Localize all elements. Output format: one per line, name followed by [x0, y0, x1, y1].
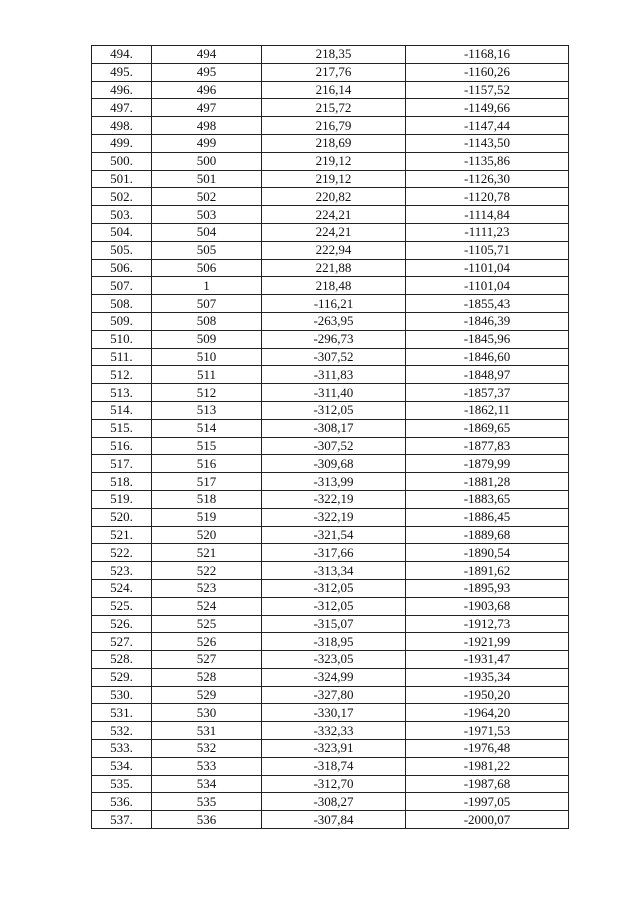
point-number-cell: 536: [152, 811, 262, 829]
row-index-cell: 529.: [92, 668, 152, 686]
point-number-cell: 505: [152, 241, 262, 259]
table-row: [92, 633, 569, 651]
point-number-cell: 500: [152, 152, 262, 170]
row-index-cell: 535.: [92, 775, 152, 793]
row-index-cell: 511.: [92, 348, 152, 366]
point-number-cell: 503: [152, 206, 262, 224]
point-number-cell: 521: [152, 544, 262, 562]
table-row: [92, 668, 569, 686]
y-value-cell: -1881,28: [406, 473, 569, 491]
table-row: [92, 330, 569, 348]
y-value-cell: -1862,11: [406, 401, 569, 419]
x-value-cell: 218,69: [262, 134, 406, 152]
y-value-cell: -1971,53: [406, 722, 569, 740]
row-index-cell: 514.: [92, 401, 152, 419]
row-index-cell: 519.: [92, 490, 152, 508]
x-value-cell: 215,72: [262, 99, 406, 117]
table-row: [92, 277, 569, 295]
point-number-cell: 514: [152, 419, 262, 437]
row-index-cell: 526.: [92, 615, 152, 633]
table-row: [92, 366, 569, 384]
x-value-cell: -321,54: [262, 526, 406, 544]
table-row: [92, 473, 569, 491]
table-row: [92, 188, 569, 206]
table-row: [92, 117, 569, 135]
table-row: [92, 597, 569, 615]
row-index-cell: 534.: [92, 757, 152, 775]
point-number-cell: 502: [152, 188, 262, 206]
x-value-cell: -308,27: [262, 793, 406, 811]
row-index-cell: 499.: [92, 134, 152, 152]
row-index-cell: 515.: [92, 419, 152, 437]
x-value-cell: -324,99: [262, 668, 406, 686]
x-value-cell: 224,21: [262, 223, 406, 241]
point-number-cell: 501: [152, 170, 262, 188]
row-index-cell: 505.: [92, 241, 152, 259]
x-value-cell: -332,33: [262, 722, 406, 740]
point-number-cell: 497: [152, 99, 262, 117]
row-index-cell: 537.: [92, 811, 152, 829]
point-number-cell: 527: [152, 651, 262, 669]
y-value-cell: -1135,86: [406, 152, 569, 170]
table-row: [92, 455, 569, 473]
x-value-cell: 218,35: [262, 46, 406, 64]
y-value-cell: -1879,99: [406, 455, 569, 473]
row-index-cell: 528.: [92, 651, 152, 669]
table-row: [92, 686, 569, 704]
table-row: [92, 259, 569, 277]
table-row: [92, 651, 569, 669]
y-value-cell: -1903,68: [406, 597, 569, 615]
point-number-cell: 511: [152, 366, 262, 384]
x-value-cell: 218,48: [262, 277, 406, 295]
x-value-cell: -309,68: [262, 455, 406, 473]
table-row: [92, 99, 569, 117]
x-value-cell: -312,05: [262, 597, 406, 615]
x-value-cell: -296,73: [262, 330, 406, 348]
x-value-cell: 219,12: [262, 152, 406, 170]
table-row: [92, 722, 569, 740]
point-number-cell: 516: [152, 455, 262, 473]
point-number-cell: 525: [152, 615, 262, 633]
point-number-cell: 534: [152, 775, 262, 793]
point-number-cell: 517: [152, 473, 262, 491]
y-value-cell: -1111,23: [406, 223, 569, 241]
x-value-cell: -307,52: [262, 348, 406, 366]
table-row: [92, 348, 569, 366]
table-row: [92, 419, 569, 437]
table-row: [92, 508, 569, 526]
table-row: [92, 81, 569, 99]
x-value-cell: -327,80: [262, 686, 406, 704]
table-row: [92, 223, 569, 241]
table-row: [92, 526, 569, 544]
table-row: [92, 704, 569, 722]
row-index-cell: 527.: [92, 633, 152, 651]
y-value-cell: -1935,34: [406, 668, 569, 686]
row-index-cell: 512.: [92, 366, 152, 384]
row-index-cell: 501.: [92, 170, 152, 188]
row-index-cell: 516.: [92, 437, 152, 455]
y-value-cell: -1950,20: [406, 686, 569, 704]
x-value-cell: 222,94: [262, 241, 406, 259]
y-value-cell: -1149,66: [406, 99, 569, 117]
row-index-cell: 521.: [92, 526, 152, 544]
y-value-cell: -1126,30: [406, 170, 569, 188]
row-index-cell: 503.: [92, 206, 152, 224]
table-row: [92, 46, 569, 64]
x-value-cell: 216,79: [262, 117, 406, 135]
y-value-cell: -1168,16: [406, 46, 569, 64]
row-index-cell: 507.: [92, 277, 152, 295]
point-number-cell: 495: [152, 63, 262, 81]
table-row: [92, 170, 569, 188]
point-number-cell: 523: [152, 579, 262, 597]
table-row: [92, 793, 569, 811]
point-number-cell: 494: [152, 46, 262, 64]
x-value-cell: -322,19: [262, 490, 406, 508]
x-value-cell: 219,12: [262, 170, 406, 188]
y-value-cell: -1857,37: [406, 384, 569, 402]
x-value-cell: -313,99: [262, 473, 406, 491]
y-value-cell: -1105,71: [406, 241, 569, 259]
x-value-cell: -318,74: [262, 757, 406, 775]
point-number-cell: 498: [152, 117, 262, 135]
y-value-cell: -1895,93: [406, 579, 569, 597]
point-number-cell: 528: [152, 668, 262, 686]
x-value-cell: -323,05: [262, 651, 406, 669]
x-value-cell: -308,17: [262, 419, 406, 437]
point-number-cell: 529: [152, 686, 262, 704]
x-value-cell: -330,17: [262, 704, 406, 722]
table-row: [92, 152, 569, 170]
point-number-cell: 520: [152, 526, 262, 544]
table-row: [92, 241, 569, 259]
y-value-cell: -1845,96: [406, 330, 569, 348]
y-value-cell: -1981,22: [406, 757, 569, 775]
point-number-cell: 535: [152, 793, 262, 811]
point-number-cell: 507: [152, 295, 262, 313]
table-row: [92, 579, 569, 597]
y-value-cell: -1160,26: [406, 63, 569, 81]
row-index-cell: 508.: [92, 295, 152, 313]
x-value-cell: -307,84: [262, 811, 406, 829]
y-value-cell: -1855,43: [406, 295, 569, 313]
point-number-cell: 506: [152, 259, 262, 277]
row-index-cell: 531.: [92, 704, 152, 722]
point-number-cell: 515: [152, 437, 262, 455]
point-number-cell: 519: [152, 508, 262, 526]
y-value-cell: -1912,73: [406, 615, 569, 633]
row-index-cell: 522.: [92, 544, 152, 562]
row-index-cell: 530.: [92, 686, 152, 704]
y-value-cell: -1877,83: [406, 437, 569, 455]
point-number-cell: 532: [152, 740, 262, 758]
table-row: [92, 615, 569, 633]
point-number-cell: 1: [152, 277, 262, 295]
x-value-cell: 220,82: [262, 188, 406, 206]
row-index-cell: 500.: [92, 152, 152, 170]
y-value-cell: -2000,07: [406, 811, 569, 829]
y-value-cell: -1157,52: [406, 81, 569, 99]
table-row: [92, 206, 569, 224]
y-value-cell: -1921,99: [406, 633, 569, 651]
table-row: [92, 437, 569, 455]
coordinate-table: [91, 45, 569, 829]
row-index-cell: 518.: [92, 473, 152, 491]
point-number-cell: 512: [152, 384, 262, 402]
point-number-cell: 513: [152, 401, 262, 419]
y-value-cell: -1886,45: [406, 508, 569, 526]
x-value-cell: -323,91: [262, 740, 406, 758]
x-value-cell: 224,21: [262, 206, 406, 224]
coordinate-table-body: [92, 46, 569, 829]
row-index-cell: 509.: [92, 312, 152, 330]
y-value-cell: -1976,48: [406, 740, 569, 758]
point-number-cell: 526: [152, 633, 262, 651]
x-value-cell: -311,40: [262, 384, 406, 402]
x-value-cell: -313,34: [262, 562, 406, 580]
table-row: [92, 811, 569, 829]
row-index-cell: 495.: [92, 63, 152, 81]
x-value-cell: -311,83: [262, 366, 406, 384]
point-number-cell: 504: [152, 223, 262, 241]
table-row: [92, 740, 569, 758]
x-value-cell: -312,05: [262, 401, 406, 419]
x-value-cell: 217,76: [262, 63, 406, 81]
x-value-cell: -263,95: [262, 312, 406, 330]
row-index-cell: 533.: [92, 740, 152, 758]
y-value-cell: -1143,50: [406, 134, 569, 152]
point-number-cell: 499: [152, 134, 262, 152]
x-value-cell: -312,70: [262, 775, 406, 793]
x-value-cell: -312,05: [262, 579, 406, 597]
point-number-cell: 533: [152, 757, 262, 775]
y-value-cell: -1889,68: [406, 526, 569, 544]
y-value-cell: -1931,47: [406, 651, 569, 669]
x-value-cell: -318,95: [262, 633, 406, 651]
y-value-cell: -1891,62: [406, 562, 569, 580]
table-row: [92, 384, 569, 402]
point-number-cell: 531: [152, 722, 262, 740]
table-row: [92, 544, 569, 562]
point-number-cell: 524: [152, 597, 262, 615]
row-index-cell: 523.: [92, 562, 152, 580]
row-index-cell: 496.: [92, 81, 152, 99]
table-row: [92, 295, 569, 313]
y-value-cell: -1101,04: [406, 259, 569, 277]
y-value-cell: -1846,60: [406, 348, 569, 366]
x-value-cell: 216,14: [262, 81, 406, 99]
point-number-cell: 496: [152, 81, 262, 99]
y-value-cell: -1114,84: [406, 206, 569, 224]
row-index-cell: 497.: [92, 99, 152, 117]
row-index-cell: 513.: [92, 384, 152, 402]
y-value-cell: -1997,05: [406, 793, 569, 811]
row-index-cell: 502.: [92, 188, 152, 206]
row-index-cell: 517.: [92, 455, 152, 473]
y-value-cell: -1846,39: [406, 312, 569, 330]
table-row: [92, 490, 569, 508]
x-value-cell: -116,21: [262, 295, 406, 313]
x-value-cell: 221,88: [262, 259, 406, 277]
row-index-cell: 532.: [92, 722, 152, 740]
table-row: [92, 312, 569, 330]
table-row: [92, 562, 569, 580]
table-row: [92, 401, 569, 419]
point-number-cell: 530: [152, 704, 262, 722]
row-index-cell: 498.: [92, 117, 152, 135]
table-row: [92, 134, 569, 152]
y-value-cell: -1147,44: [406, 117, 569, 135]
row-index-cell: 506.: [92, 259, 152, 277]
point-number-cell: 522: [152, 562, 262, 580]
y-value-cell: -1964,20: [406, 704, 569, 722]
y-value-cell: -1890,54: [406, 544, 569, 562]
y-value-cell: -1883,65: [406, 490, 569, 508]
row-index-cell: 520.: [92, 508, 152, 526]
y-value-cell: -1987,68: [406, 775, 569, 793]
point-number-cell: 510: [152, 348, 262, 366]
x-value-cell: -322,19: [262, 508, 406, 526]
row-index-cell: 524.: [92, 579, 152, 597]
row-index-cell: 536.: [92, 793, 152, 811]
y-value-cell: -1120,78: [406, 188, 569, 206]
table-row: [92, 63, 569, 81]
point-number-cell: 518: [152, 490, 262, 508]
y-value-cell: -1848,97: [406, 366, 569, 384]
row-index-cell: 494.: [92, 46, 152, 64]
y-value-cell: -1869,65: [406, 419, 569, 437]
row-index-cell: 525.: [92, 597, 152, 615]
point-number-cell: 509: [152, 330, 262, 348]
x-value-cell: -317,66: [262, 544, 406, 562]
row-index-cell: 504.: [92, 223, 152, 241]
y-value-cell: -1101,04: [406, 277, 569, 295]
x-value-cell: -307,52: [262, 437, 406, 455]
table-row: [92, 775, 569, 793]
point-number-cell: 508: [152, 312, 262, 330]
row-index-cell: 510.: [92, 330, 152, 348]
x-value-cell: -315,07: [262, 615, 406, 633]
table-row: [92, 757, 569, 775]
